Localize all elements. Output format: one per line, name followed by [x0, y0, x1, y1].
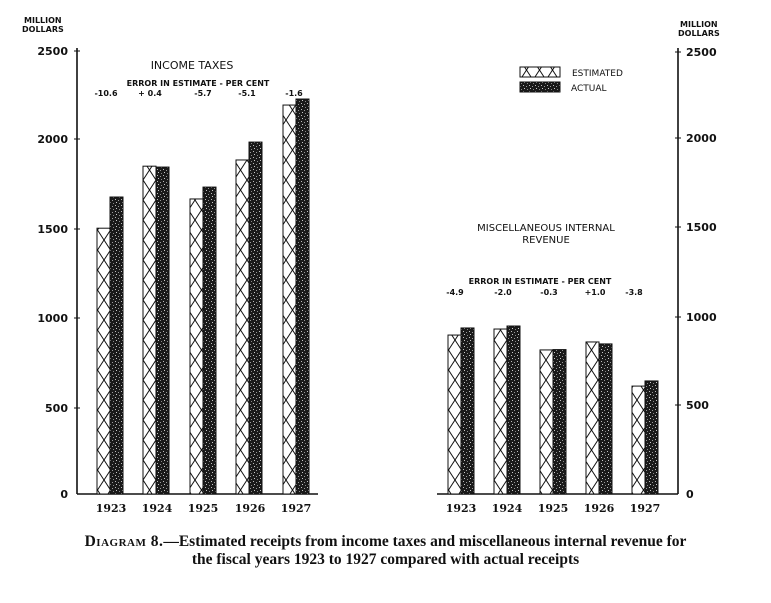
income-bar-1927-estimated [283, 105, 296, 494]
misc-bar-1927-estimated [632, 386, 645, 494]
misc-bar-1926-estimated [586, 342, 599, 494]
right-axis-unit-line1: MILLION [680, 20, 718, 29]
left-axis-unit-line1: MILLION [24, 16, 62, 25]
misc-error-1925: -0.3 [540, 288, 558, 297]
income-bar-1927-actual [296, 99, 309, 494]
right-tick-1500: 1500 [686, 221, 717, 234]
left-tick-1000: 1000 [37, 312, 68, 325]
misc-error-1923: -4.9 [446, 288, 464, 297]
income-error-1926: -5.1 [238, 89, 256, 98]
income-taxes-title: INCOME TAXES [150, 59, 234, 72]
income-bar-1923-estimated [97, 228, 110, 494]
income-error-1925: -5.7 [194, 89, 212, 98]
left-tick-0: 0 [60, 488, 68, 501]
income-year-1924: 1924 [141, 502, 173, 515]
left-axis-unit-line2: DOLLARS [22, 25, 64, 34]
misc-bar-1927-actual [645, 381, 658, 494]
caption-text-line2: the fiscal years 1923 to 1927 compared with actual receipts [191, 551, 580, 568]
income-year-1926: 1926 [234, 502, 266, 515]
misc-title-line2: REVENUE [522, 235, 570, 246]
misc-revenue-header [446, 223, 643, 297]
income-year-1927: 1927 [280, 502, 312, 515]
caption-label: Diagram 8. [84, 533, 164, 550]
misc-error-1926: +1.0 [584, 288, 606, 297]
left-y-axis [22, 16, 318, 501]
figure-caption [0, 533, 771, 569]
legend-actual-swatch [520, 82, 560, 92]
income-year-1923: 1923 [95, 502, 127, 515]
income-taxes-header [94, 59, 303, 98]
income-bar-1924-estimated [143, 166, 156, 494]
right-tick-1000: 1000 [686, 311, 717, 324]
income-error-1924: + 0.4 [138, 89, 162, 98]
legend [520, 67, 623, 94]
misc-error-1927: -3.8 [625, 288, 643, 297]
misc-bar-1923-actual [461, 328, 474, 494]
misc-bar-1926-actual [599, 344, 612, 494]
legend-estimated-swatch [520, 67, 560, 77]
income-bar-1923-actual [110, 197, 123, 494]
left-tick-2000: 2000 [37, 133, 68, 146]
misc-bar-1925-actual [553, 350, 566, 494]
right-tick-500: 500 [686, 399, 709, 412]
left-tick-1500: 1500 [37, 223, 68, 236]
income-bar-1926-estimated [236, 160, 249, 494]
misc-bar-1925-estimated [540, 350, 553, 494]
income-bar-1926-actual [249, 142, 262, 494]
misc-bar-1924-actual [507, 326, 520, 494]
income-bar-1925-estimated [190, 199, 203, 494]
income-x-axis [96, 502, 312, 515]
left-tick-2500: 2500 [37, 45, 68, 58]
caption-text-line1: —Estimated receipts from income taxes and miscellaneous internal revenue for [163, 533, 687, 550]
legend-actual-label: ACTUAL [571, 84, 607, 94]
legend-estimated-label: ESTIMATED [572, 69, 623, 79]
income-error-1927: -1.6 [285, 89, 303, 98]
income-error-1923: -10.6 [94, 89, 118, 98]
misc-year-1926: 1926 [583, 502, 615, 515]
misc-year-1923: 1923 [445, 502, 477, 515]
misc-year-1924: 1924 [491, 502, 523, 515]
caption-line1 [0, 533, 771, 551]
misc-bar-1923-estimated [448, 335, 461, 494]
income-year-1925: 1925 [187, 502, 219, 515]
left-tick-500: 500 [45, 402, 68, 415]
misc-bar-1924-estimated [494, 329, 507, 494]
right-tick-2000: 2000 [686, 132, 717, 145]
income-error-heading: ERROR IN ESTIMATE - PER CENT [126, 79, 270, 88]
misc-year-1927: 1927 [629, 502, 661, 515]
misc-error-1924: -2.0 [494, 288, 512, 297]
misc-year-1925: 1925 [537, 502, 569, 515]
income-bar-1925-actual [203, 187, 216, 494]
income-taxes-bars [97, 99, 309, 494]
right-tick-0: 0 [686, 488, 694, 501]
misc-revenue-bars [448, 326, 658, 494]
misc-x-axis [446, 502, 661, 515]
right-axis-unit-line2: DOLLARS [678, 29, 720, 38]
misc-error-heading: ERROR IN ESTIMATE - PER CENT [468, 277, 612, 286]
misc-title-line1: MISCELLANEOUS INTERNAL [477, 223, 615, 234]
income-bar-1924-actual [156, 167, 169, 494]
right-tick-2500: 2500 [686, 46, 717, 59]
